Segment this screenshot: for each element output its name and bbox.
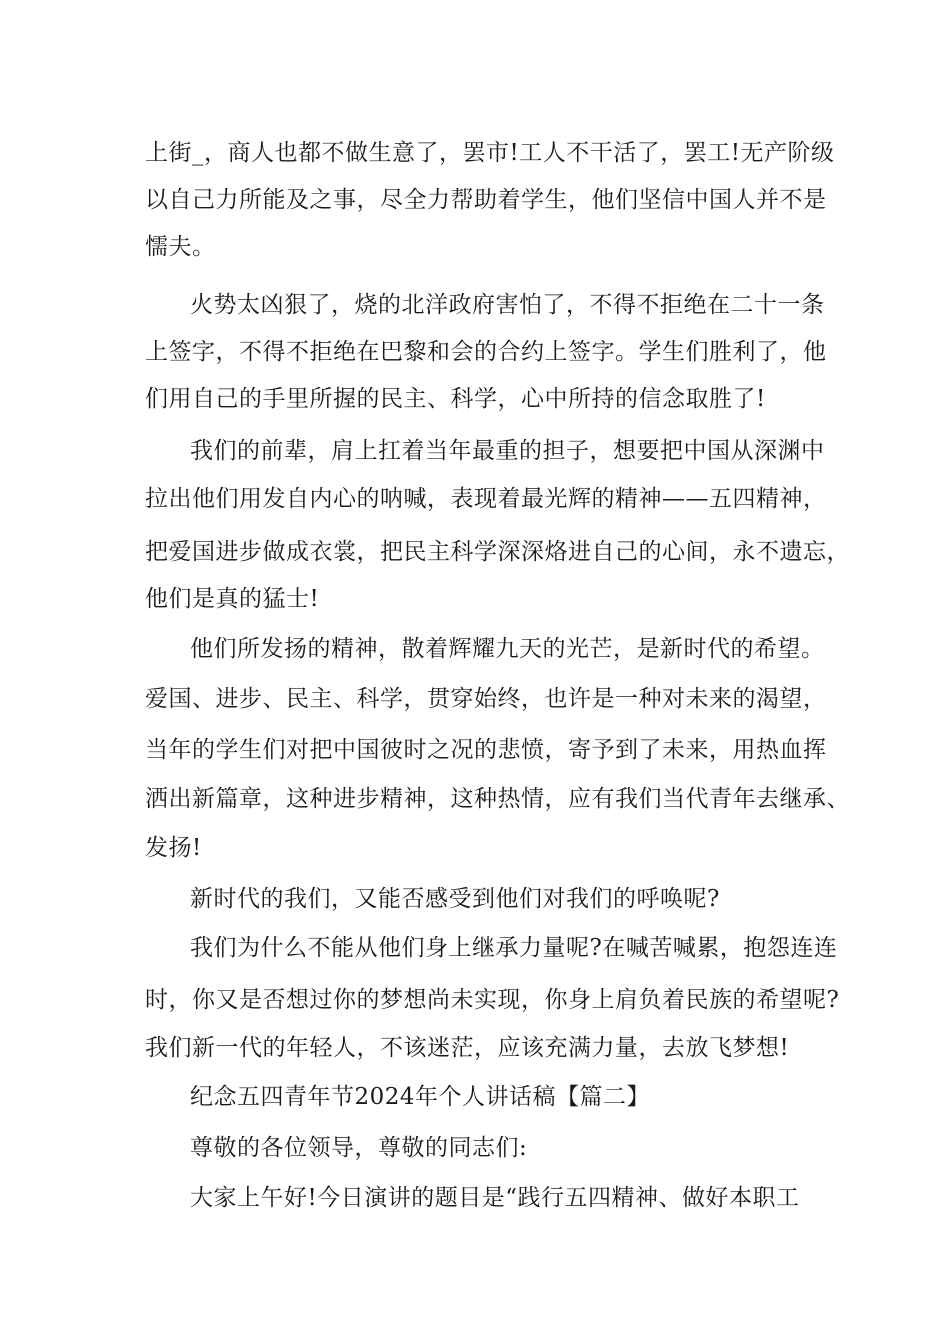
salutation: 尊敬的各位领导，尊敬的同志们: [190,1135,528,1161]
text-line: 发扬! [145,835,202,861]
text-line: 拉出他们用发自内心的呐喊，表现着最光辉的精神——五四精神， [145,486,827,512]
text-line: 上街_，商人也都不做生意了，罢市!工人不干活了，罢工!无产阶级 [145,140,835,166]
text-line: 我们的前辈，肩上扛着当年最重的担子，想要把中国从深渊中 [190,438,825,464]
text-line: 懦夫。 [145,234,216,260]
text-line: 洒出新篇章，这种进步精神，这种热情，应有我们当代青年去继承、 [145,786,850,812]
text-line: 以自己力所能及之事，尽全力帮助着学生，他们坚信中国人并不是 [145,187,827,213]
text-line: 时，你又是否想过你的梦想尚未实现，你身上肩负着民族的希望呢? [145,987,840,1013]
text-line: 他们是真的猛士! [145,586,320,612]
text-line: 我们新一代的年轻人，不该迷茫，应该充满力量，去放飞梦想! [145,1035,790,1061]
text-line: 上签字，不得不拒绝在巴黎和会的合约上签字。学生们胜利了，他 [145,339,827,365]
text-line: 我们为什么不能从他们身上继承力量呢?在喊苦喊累，抱怨连连 [190,935,838,961]
text-line: 新时代的我们，又能否感受到他们对我们的呼唤呢? [190,886,720,912]
text-line: 火势太凶狠了，烧的北洋政府害怕了，不得不拒绝在二十一条 [190,292,825,318]
text-line: 爱国、进步、民主、科学，贯穿始终，也许是一种对未来的渴望， [145,686,827,712]
text-line: 大家上午好!今日演讲的题目是“践行五四精神、做好本职工 [190,1185,800,1211]
text-line: 把爱国进步做成衣裳，把民主科学深深烙进自己的心间，永不遗忘， [145,539,850,565]
text-line: 当年的学生们对把中国彼时之况的悲愤，寄予到了未来，用热血挥 [145,737,827,763]
text-line: 他们所发扬的精神，散着辉耀九天的光芒，是新时代的希望。 [190,636,825,662]
section-heading: 纪念五四青年节2024年个人讲话稿【篇二】 [190,1084,651,1110]
text-line: 们用自己的手里所握的民主、科学，心中所持的信念取胜了! [145,386,766,412]
